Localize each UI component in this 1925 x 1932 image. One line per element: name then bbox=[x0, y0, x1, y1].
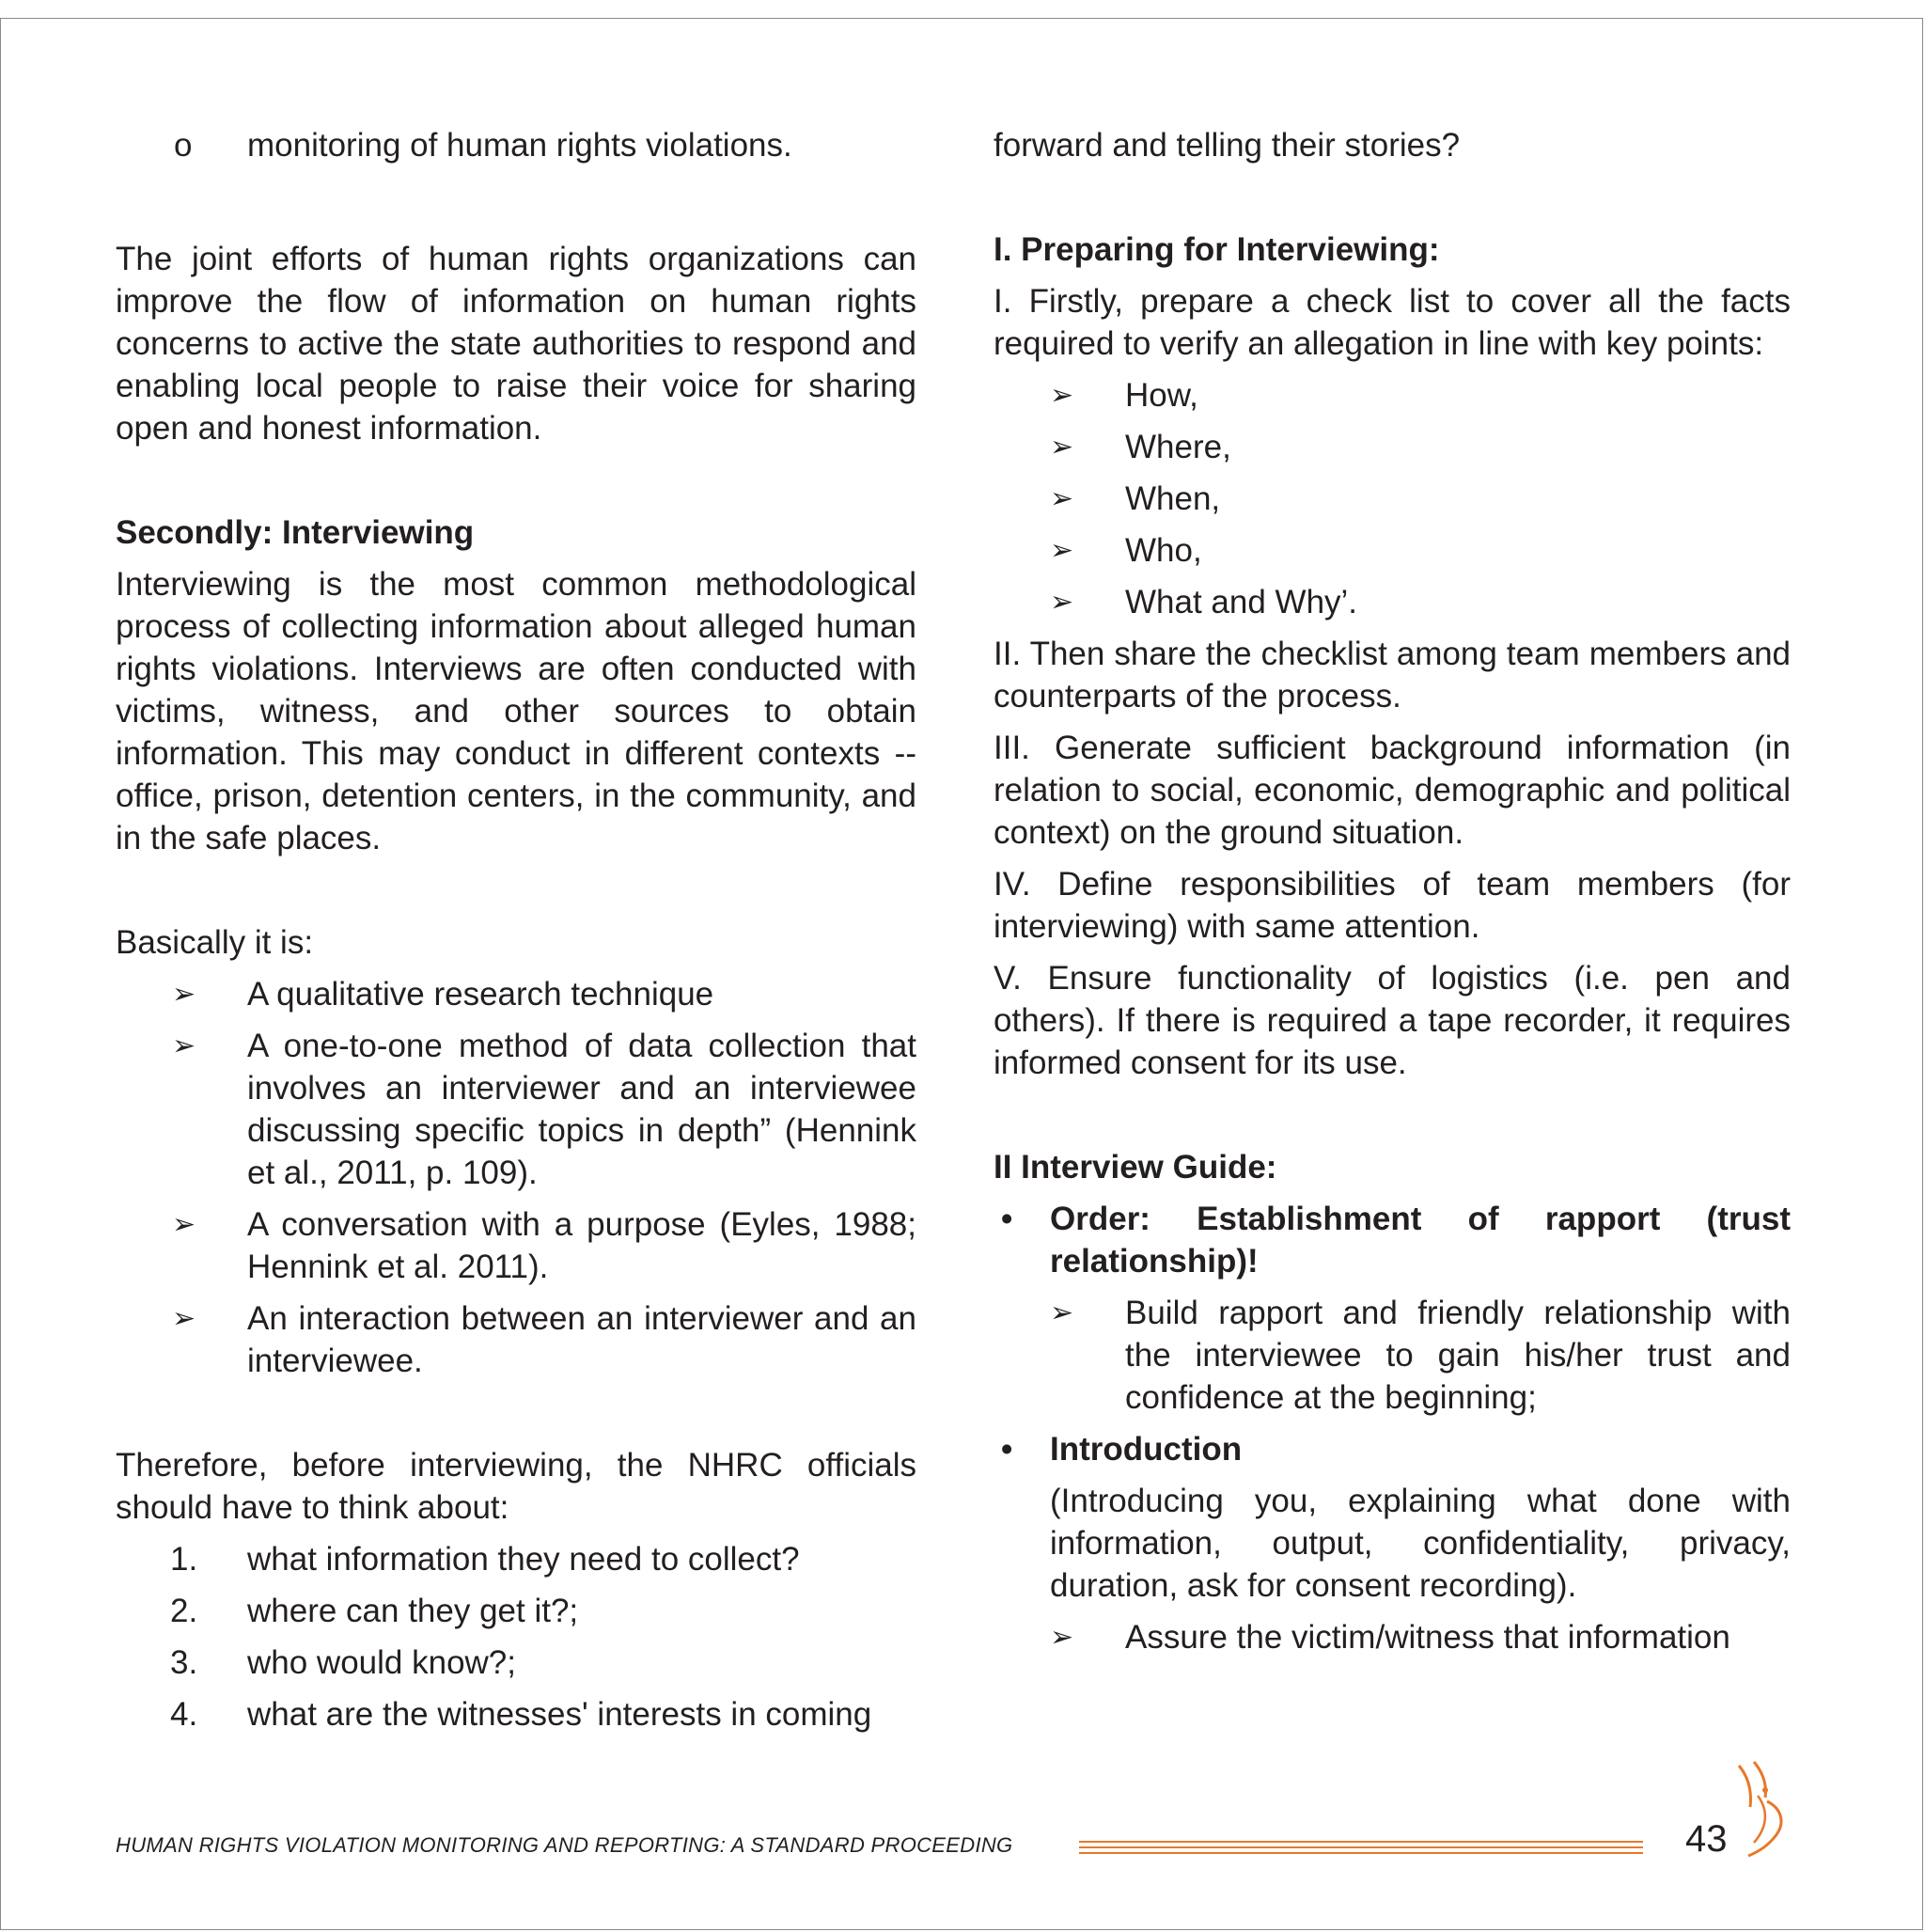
paragraph-joint-efforts: The joint efforts of human rights organizations can improve the flow of information on human rights concerns to active the state authorities to respond and enabling local people to raise their voice for sharing open and honest information. bbox=[116, 241, 916, 447]
arrow-bullet-icon: ➢ bbox=[172, 1209, 196, 1240]
heading-preparing: I. Preparing for Interviewing: bbox=[994, 231, 1440, 268]
list-text: Who, bbox=[1125, 532, 1202, 569]
list-number: 3. bbox=[170, 1644, 198, 1681]
list-item bbox=[116, 1203, 916, 1288]
list-text: What and Why’. bbox=[1125, 584, 1358, 620]
list-item bbox=[994, 581, 1791, 623]
list-item bbox=[116, 1297, 916, 1382]
list-text: Introduction bbox=[1050, 1431, 1243, 1468]
footer-rule bbox=[1079, 1839, 1643, 1856]
list-item bbox=[994, 374, 1791, 416]
list-item bbox=[994, 426, 1791, 468]
basically-label: Basically it is: bbox=[116, 924, 314, 961]
list-item bbox=[994, 529, 1791, 572]
arrow-bullet-icon: ➢ bbox=[1050, 587, 1074, 618]
list-text: what are the witnesses' interests in coming bbox=[247, 1696, 872, 1733]
list-text: monitoring of human rights violations. bbox=[247, 127, 792, 164]
right-column bbox=[994, 124, 1791, 1668]
arrow-bullet-icon: ➢ bbox=[1050, 1622, 1074, 1653]
list-item bbox=[994, 1198, 1791, 1282]
heading-interview-guide: II Interview Guide: bbox=[994, 1149, 1277, 1186]
introduction-paragraph: (Introducing you, explaining what done with information, output, confidentiality, privacy, duration, ask for consent recording). bbox=[1050, 1483, 1791, 1604]
figure-logo-icon bbox=[1729, 1758, 1797, 1861]
list-item bbox=[116, 1693, 916, 1736]
heading-interviewing: Secondly: Interviewing bbox=[116, 514, 475, 551]
arrow-bullet-icon: ➢ bbox=[1050, 380, 1074, 411]
continuation-text: forward and telling their stories? bbox=[994, 127, 1461, 164]
arrow-bullet-icon: ➢ bbox=[1050, 1297, 1074, 1328]
list-number: 2. bbox=[170, 1593, 198, 1629]
list-item bbox=[994, 1292, 1791, 1419]
step-one: I. Firstly, prepare a check list to cover all the facts required to verify an allegation in line with key points: bbox=[994, 283, 1791, 362]
list-text: where can they get it?; bbox=[247, 1593, 579, 1629]
arrow-bullet-icon: ➢ bbox=[172, 1303, 196, 1334]
list-marker: o bbox=[174, 127, 193, 164]
list-text: who would know?; bbox=[247, 1644, 516, 1681]
step-two: II. Then share the checklist among team members and counterparts of the process. bbox=[994, 636, 1791, 715]
list-item bbox=[116, 1590, 916, 1632]
list-text: A qualitative research technique bbox=[247, 976, 714, 1013]
list-item bbox=[994, 1428, 1791, 1470]
step-five: V. Ensure functionality of logistics (i.e. pen and others). If there is required a tape recorder, it requires informed consent for its use. bbox=[994, 960, 1791, 1081]
step-three: III. Generate sufficient background information (in relation to social, economic, demographic and political context) on the ground situation. bbox=[994, 730, 1791, 851]
list-text: Build rapport and friendly relationship with the interviewee to gain his/her trust and confidence at the beginning; bbox=[1125, 1295, 1791, 1416]
arrow-bullet-icon: ➢ bbox=[172, 979, 196, 1010]
footer-title: HUMAN RIGHTS VIOLATION MONITORING AND REPORTING: A STANDARD PROCEEDING bbox=[116, 1833, 1013, 1857]
list-text: Order: Establishment of rapport (trust relationship)! bbox=[1050, 1201, 1791, 1280]
list-text: what information they need to collect? bbox=[247, 1541, 800, 1578]
list-item bbox=[994, 478, 1791, 520]
list-text: A one-to-one method of data collection that involves an interviewer and an interviewee discussing specific topics in depth” (Hennink et al., 2011, p. 109). bbox=[247, 1028, 916, 1191]
list-number: 4. bbox=[170, 1696, 198, 1733]
list-item bbox=[116, 973, 916, 1015]
list-item bbox=[116, 1025, 916, 1194]
arrow-bullet-icon: ➢ bbox=[1050, 535, 1074, 566]
list-number: 1. bbox=[170, 1541, 198, 1578]
list-text: How, bbox=[1125, 377, 1198, 414]
list-text: An interaction between an interviewer and an interviewee. bbox=[247, 1300, 916, 1379]
list-item bbox=[116, 124, 916, 166]
arrow-bullet-icon: ➢ bbox=[172, 1030, 196, 1061]
bullet-dot-icon: • bbox=[1001, 1431, 1013, 1468]
step-four: IV. Define responsibilities of team members (for interviewing) with same attention. bbox=[994, 866, 1791, 945]
bullet-dot-icon: • bbox=[1001, 1201, 1013, 1237]
list-text: Assure the victim/witness that information bbox=[1125, 1619, 1730, 1656]
list-item bbox=[994, 1616, 1791, 1658]
arrow-bullet-icon: ➢ bbox=[1050, 483, 1074, 514]
paragraph-therefore: Therefore, before interviewing, the NHRC officials should have to think about: bbox=[116, 1447, 916, 1526]
arrow-bullet-icon: ➢ bbox=[1050, 432, 1074, 463]
list-item bbox=[116, 1641, 916, 1684]
list-text: When, bbox=[1125, 480, 1221, 517]
left-column bbox=[116, 124, 916, 1745]
list-item bbox=[116, 1538, 916, 1580]
list-text: A conversation with a purpose (Eyles, 1988; Hennink et al. 2011). bbox=[247, 1206, 916, 1285]
list-text: Where, bbox=[1125, 429, 1231, 465]
paragraph-interviewing: Interviewing is the most common methodological process of collecting information about alleged human rights violations. Interviews are often conducted with victims, witness, and other sources to obtain information. This may conduct in different contexts -- office, prison, detention centers, in the community, and in the safe places. bbox=[116, 566, 916, 856]
page-number: 43 bbox=[1685, 1818, 1728, 1860]
